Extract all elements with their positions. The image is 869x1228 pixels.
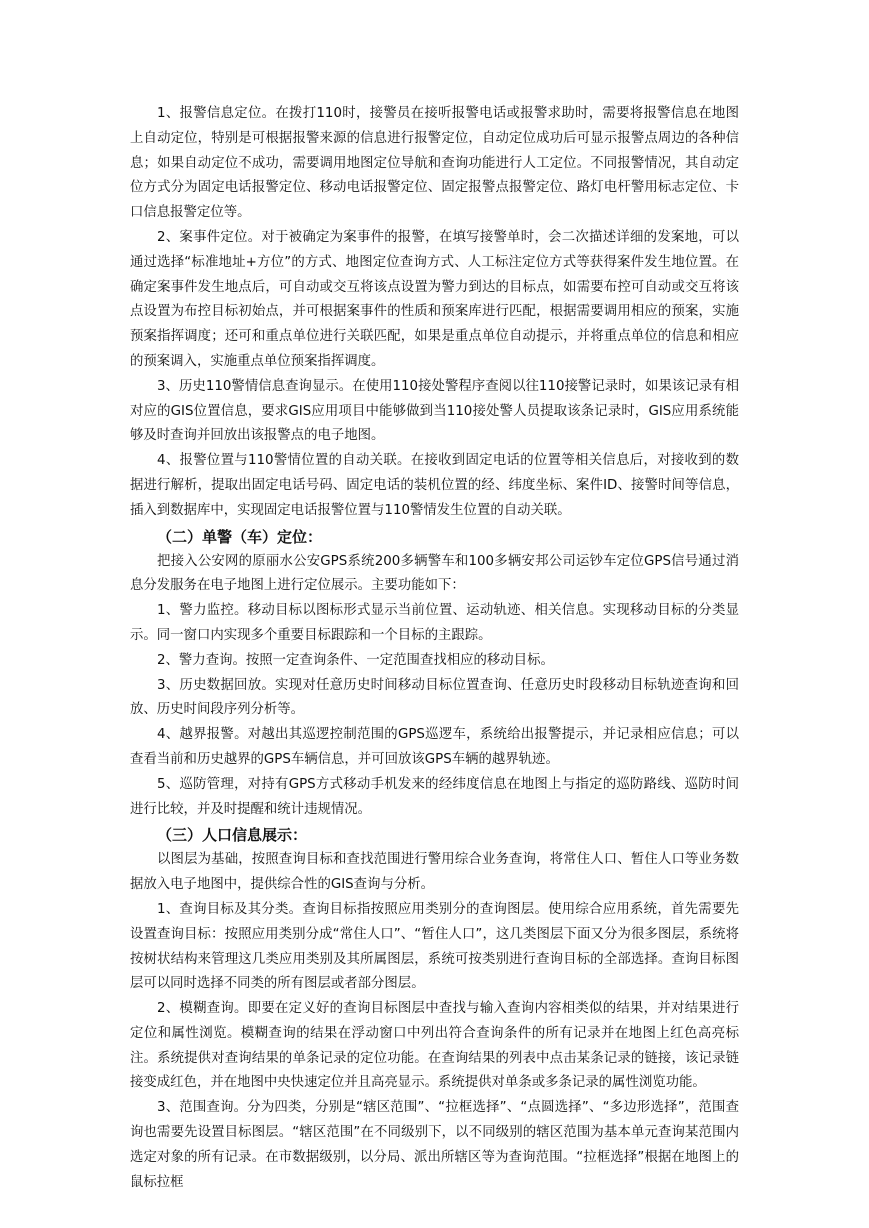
section-heading: （二）单警（车）定位： [157, 527, 323, 546]
body-paragraph: 5、巡防管理，对持有GPS方式移动手机发来的经纬度信息在地图上与指定的巡防路线、巡防时间进行比较，并及时提醒和统计违规情况。 [130, 776, 739, 817]
body-paragraph: 2、警力查询。按照一定查询条件、一定范围查找相应的移动目标。 [157, 652, 554, 668]
body-paragraph: 以图层为基础，按照查询目标和查找范围进行警用综合业务查询，将常住人口、暂住人口等业务数据放入电子地图中，提供综合性的GIS查询与分析。 [130, 852, 739, 893]
body-paragraph: 3、历史数据回放。实现对任意历史时间移动目标位置查询、任意历史时段移动目标轨迹查询和回放、历史时间段序列分析等。 [130, 677, 739, 718]
body-paragraph: 4、报警位置与110警情位置的自动关联。在接收到固定电话的位置等相关信息后，对接收到的数据进行解析，提取出固定电话号码、固定电话的装机位置的经、纬度坐标、案件ID、接警时间等信息，插入到数据库中，实现固定电话报警位置与110警情发生位置的自动关联。 [130, 453, 739, 518]
body-paragraph: 1、查询目标及其分类。查询目标指按照应用类别分的查询图层。使用综合应用系统，首先需要先设置查询目标：按照应用类别分成“常住人口”、“暂住人口”，这几类图层下面又分为很多图层，系统将按树状结构来管理这几类应用类别及其所属图层，系统可按类别进行查询目标的全部选择。查询目标图层可以同时选择不同类的所有图层或者部分图层。 [130, 901, 739, 992]
body-paragraph: 4、越界报警。对越出其巡逻控制范围的GPS巡逻车，系统给出报警提示，并记录相应信息；可以查看当前和历史越界的GPS车辆信息，并可回放该GPS车辆的越界轨迹。 [130, 727, 739, 767]
body-paragraph: 1、报警信息定位。在拨打110时，接警员在接听报警电话或报警求助时，需要将报警信息在地图上自动定位，特别是可根据报警来源的信息进行报警定位，自动定位成功后可显示报警点周边的各种信息；如果自动定位不成功，需要调用地图定位导航和查询功能进行人工定位。不同报警情况，其自动定位方式分为固定电话报警定位、移动电话报警定位、固定报警点报警定位、路灯电杆警用标志定位、卡口信息报警定位等。 [130, 106, 739, 221]
body-paragraph: 3、历史110警情信息查询显示。在使用110接处警程序查阅以往110接警记录时，如果该记录有相对应的GIS位置信息，要求GIS应用项目中能够做到当110接处警人员提取该条记录时，GIS应用系统能够及时查询并回放出该报警点的电子地图。 [130, 378, 739, 444]
body-paragraph: 把接入公安网的原丽水公安GPS系统200多辆警车和100多辆安邦公司运钞车定位GPS信号通过消息分发服务在电子地图上进行定位展示。主要功能如下： [130, 553, 739, 594]
body-paragraph: 3、范围查询。分为四类，分别是“辖区范围”、“拉框选择”、“点圆选择”、“多边形选择”，范围查询也需要先设置目标图层。“辖区范围”在不同级别下，以不同级别的辖区范围为基本单元查询某范围内选定对象的所有记录。在市数据级别，以分局、派出所辖区等为查询范围。“拉框选择”根据在地图上的鼠标拉框 [130, 1100, 739, 1190]
body-paragraph: 1、警力监控。移动目标以图标形式显示当前位置、运动轨迹、相关信息。实现移动目标的分类显示。同一窗口内实现多个重要目标跟踪和一个目标的主跟踪。 [130, 603, 739, 643]
body-paragraph: 2、模糊查询。即要在定义好的查询目标图层中查找与输入查询内容相类似的结果，并对结果进行定位和属性浏览。模糊查询的结果在浮动窗口中列出符合查询条件的所有记录并在地图上红色高亮标注。系统提供对查询结果的单条记录的定位功能。在查询结果的列表中点击某条记录的链接，该记录链接变成红色，并在地图中央快速定位并且高亮显示。系统提供对单条或多条记录的属性浏览功能。 [130, 1001, 739, 1091]
body-paragraph: 2、案事件定位。对于被确定为案事件的报警，在填写接警单时，会二次描述详细的发案地，可以通过选择“标准地址+方位”的方式、地图定位查询方式、人工标注定位方式等获得案件发生地位置。在确定案事件发生地点后，可自动或交互将该点设置为警力到达的目标点，如需要布控可自动或交互将该点设置为布控目标初始点，并可根据案事件的性质和预案库进行匹配，根据需要调用相应的预案，实施预案指挥调度；还可和重点单位进行关联匹配，如果是重点单位自动提示，并将重点单位的信息和相应的预案调入，实施重点单位预案指挥调度。 [130, 229, 739, 369]
section-heading: （三）人口信息展示： [157, 826, 308, 845]
document-body [130, 102, 739, 1195]
